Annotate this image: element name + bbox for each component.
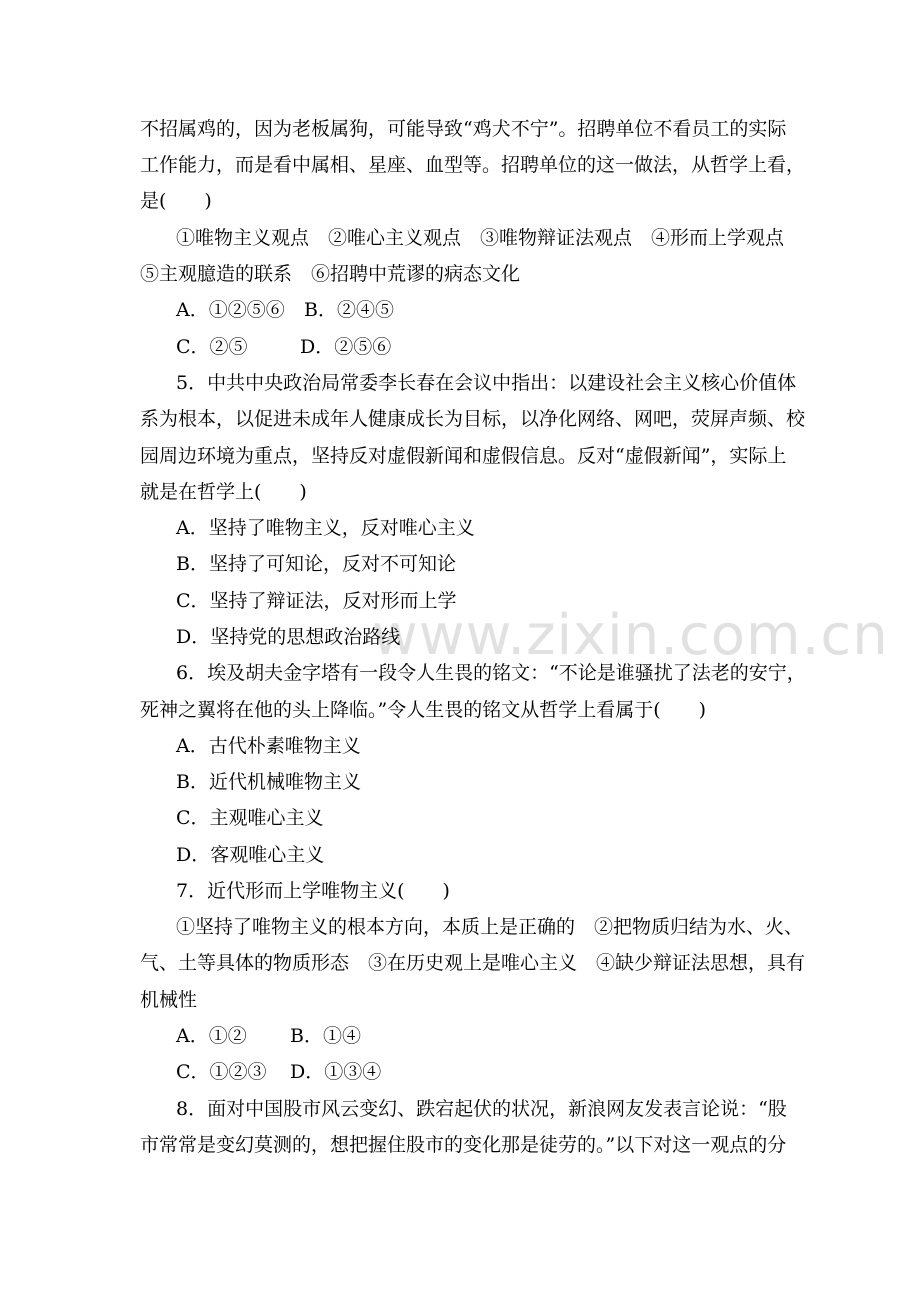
- q5-option-b: B．坚持了可知论，反对不可知论: [176, 553, 456, 575]
- q5-option-a: A．坚持了唯物主义，反对唯心主义: [176, 517, 475, 539]
- q4-text-line-2: 工作能力，而是看中属相、星座、血型等。招聘单位的这一做法，从哲学上看，: [140, 154, 806, 176]
- q5-text-line-3: 园周边环境为重点，坚持反对虚假新闻和虚假信息。反对“虚假新闻”，实际上: [140, 445, 787, 467]
- q6-text-line-1: 6．埃及胡夫金字塔有一段令人生畏的铭文：“不论是谁骚扰了法老的安宁，: [176, 662, 806, 684]
- q8-text-line-2: 市常常是变幻莫测的，想把握住股市的变化那是徒劳的。”以下对这一观点的分: [140, 1134, 787, 1156]
- q7-text-line-1: 7．近代形而上学唯物主义( ): [176, 880, 450, 902]
- q4-option-d: D．②⑤⑥: [300, 336, 392, 358]
- q4-text-line-1: 不招属鸡的，因为老板属狗，可能导致“鸡犬不宁”。招聘单位不看员工的实际: [140, 118, 787, 140]
- q7-text-line-3: 气、土等具体的物质形态 ③在历史观上是唯心主义 ④缺少辩证法思想，具有: [140, 952, 806, 974]
- q4-option-c: C．②⑤: [176, 336, 248, 358]
- q7-option-b: B．①④: [290, 1025, 361, 1047]
- q7-option-d: D．①③④: [290, 1061, 382, 1083]
- q4-text-line-3: 是( ): [140, 190, 212, 212]
- q6-option-d: D．客观唯心主义: [176, 844, 325, 866]
- q7-options-row-2: [176, 1060, 381, 1084]
- q4-statements-line-1: ①唯物主义观点 ②唯心主义观点 ③唯物辩证法观点 ④形而上学观点: [176, 227, 785, 249]
- q4-options-row-1: [176, 298, 394, 322]
- q6-option-c: C．主观唯心主义: [176, 807, 324, 829]
- q6-text-line-2: 死神之翼将在他的头上降临。”令人生畏的铭文从哲学上看属于( ): [140, 699, 707, 721]
- q6-option-a: A．古代朴素唯物主义: [176, 735, 361, 757]
- q4-options-row-2: [176, 335, 391, 359]
- watermark: www.zixin.com.cn: [372, 603, 889, 668]
- q4-option-a: A．①②⑤⑥: [176, 299, 285, 321]
- q4-option-b: B．②④⑤: [304, 299, 394, 321]
- q7-text-line-4: 机械性: [140, 989, 198, 1011]
- q5-option-c: C．坚持了辩证法，反对形而上学: [176, 590, 457, 612]
- q5-text-line-2: 系为根本，以促进未成年人健康成长为目标，以净化网络、网吧，荧屏声频、校: [140, 408, 806, 430]
- q7-option-c: C．①②③: [176, 1061, 267, 1083]
- q6-option-b: B．近代机械唯物主义: [176, 771, 361, 793]
- q7-option-a: A．①②: [176, 1025, 247, 1047]
- q5-text-line-1: 5．中共中央政治局常委李长春在会议中指出：以建设社会主义核心价值体: [176, 372, 797, 394]
- q8-text-line-1: 8．面对中国股市风云变幻、跌宕起伏的状况，新浪网友发表言论说：“股: [176, 1098, 787, 1120]
- q4-statements-line-2: ⑤主观臆造的联系 ⑥招聘中荒谬的病态文化: [140, 263, 521, 285]
- q5-text-line-4: 就是在哲学上( ): [140, 481, 307, 503]
- q7-text-line-2: ①坚持了唯物主义的根本方向，本质上是正确的 ②把物质归结为水、火、: [176, 916, 804, 938]
- q5-option-d: D．坚持党的思想政治路线: [176, 626, 401, 648]
- q7-options-row-1: [176, 1024, 361, 1048]
